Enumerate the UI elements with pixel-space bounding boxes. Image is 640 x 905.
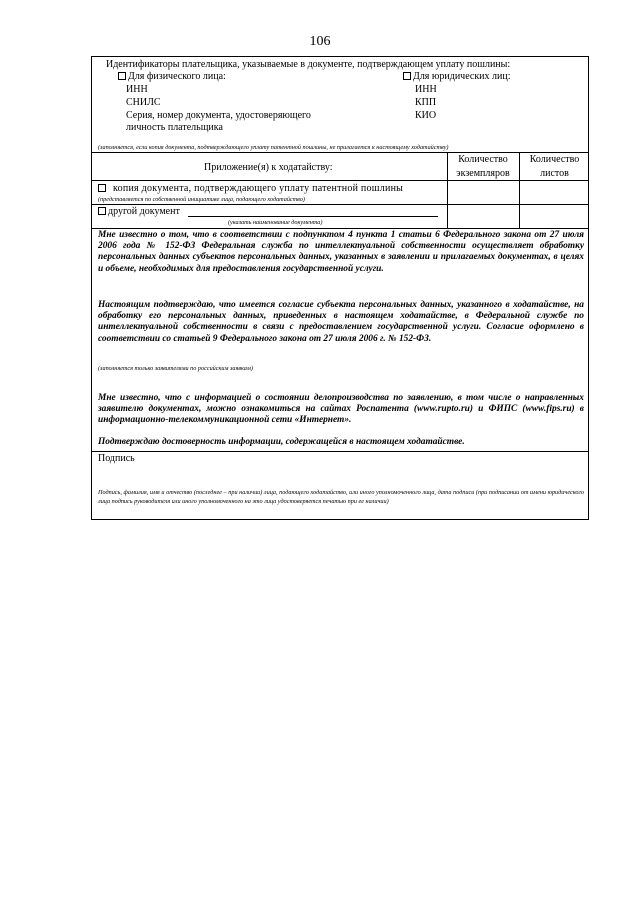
copies-header-line1: Количество xyxy=(458,154,508,165)
other-doc-name-line[interactable] xyxy=(188,216,438,217)
individual-label: Для физического лица: xyxy=(128,71,226,82)
legal-label: Для юридических лиц: xyxy=(413,71,511,82)
payer-note: (заполняется, если копия документа, подтверждающего уплату патентной пошлины, не прилагается к настоящему ходатайству) xyxy=(98,144,449,151)
signature-field[interactable] xyxy=(98,465,584,483)
copies-column-header xyxy=(447,154,519,179)
payment-copy-checkbox[interactable] xyxy=(98,184,106,192)
individual-field-inn: ИНН xyxy=(126,84,148,95)
attachments-header: Приложение(я) к ходатайству: xyxy=(204,162,333,173)
individual-field-doc-line1: Серия, номер документа, удостоверяющего xyxy=(126,110,311,121)
consent-paragraph-4: Подтверждаю достоверность информации, содержащейся в настоящем ходатайстве. xyxy=(98,437,465,447)
table-row-divider xyxy=(92,204,588,205)
individual-checkbox[interactable] xyxy=(118,72,126,80)
table-header-divider xyxy=(92,180,588,181)
payment-copy-label: копия документа, подтверждающего уплату патентной пошлины xyxy=(113,183,404,194)
individual-field-snils: СНИЛС xyxy=(126,97,161,108)
signature-note: Подпись, фамилия, имя и отчество (последнее – при наличии) лица, подающего ходатайство, или иного уполномоченного лица, дата подписи (при подписании от имени юридического лица подпись руководителя или иного уполномоченного на это лица удостоверяется печатью при ее наличии) xyxy=(98,489,584,505)
legal-checkbox[interactable] xyxy=(403,72,411,80)
signature-section xyxy=(92,451,588,521)
attachments-section xyxy=(92,152,588,228)
copies-header-line2: экземпляров xyxy=(456,168,510,179)
payer-heading: Идентификаторы плательщика, указываемые в документе, подтверждающем уплату пошлины: xyxy=(106,59,511,70)
payer-identifiers-section xyxy=(92,57,588,152)
sheets-header-line1: Количество xyxy=(529,154,580,165)
consent-paragraph-2-note: (заполняется только заявителями по российским заявкам) xyxy=(98,365,253,372)
attachment-item-payment-copy[interactable] xyxy=(98,183,403,195)
consent-paragraph-3: Мне известно, что с информацией о состоянии делопроизводства по заявлению, в том числе о направленных заявителю документах, можно ознакомиться на сайтах Роспатента (www.rupto.ru) и ФИПС (www.fips.ru) в информационно-телекоммуникационной сети «Интернет». xyxy=(98,393,584,426)
consent-section xyxy=(92,228,588,452)
payment-copy-note: (представляется по собственной инициативе лица, подающего ходатайство) xyxy=(98,196,305,203)
legal-field-inn: ИНН xyxy=(415,84,437,95)
attachment-item-other-doc[interactable] xyxy=(98,206,180,218)
other-doc-note: (указать наименование документа) xyxy=(228,219,323,226)
signature-label: Подпись xyxy=(98,453,135,464)
consent-paragraph-1: Мне известно о том, что в соответствии с подпунктом 4 пункта 1 статьи 6 Федерального закона от 27 июля 2006 года № 152-ФЗ Федеральная служба по интеллектуальной собственности осуществляет обработку персональных данных субъектов персональных данных, указанных в заявлении и прилагаемых документах, в целях и объеме, необходимых для предоставления государственной услуги. xyxy=(98,230,584,274)
sheets-header-line2: листов xyxy=(540,168,569,179)
other-doc-checkbox[interactable] xyxy=(98,207,106,215)
consent-paragraph-2: Настоящим подтверждаю, что имеется согласие субъекта персональных данных, указанного в ходатайстве, на обработку его персональных данных, приведенных в настоящем ходатайстве, в Федеральной службе по интеллектуальной собственности в связи с предоставлением государственной услуги. Согласие оформлено в соответствии со статьей 9 Федерального закона от 27 июля 2006 г. № 152-ФЗ. xyxy=(98,300,584,344)
petition-form xyxy=(91,56,589,520)
page-number: 106 xyxy=(309,34,331,49)
individual-field-doc-line2: личность плательщика xyxy=(126,122,223,133)
legal-option[interactable] xyxy=(403,71,511,83)
individual-option[interactable] xyxy=(118,71,226,83)
legal-field-kpp: КПП xyxy=(415,97,437,108)
legal-field-kio: КИО xyxy=(415,110,437,121)
sheets-column-header xyxy=(519,154,590,179)
other-doc-label: другой документ xyxy=(108,206,180,217)
